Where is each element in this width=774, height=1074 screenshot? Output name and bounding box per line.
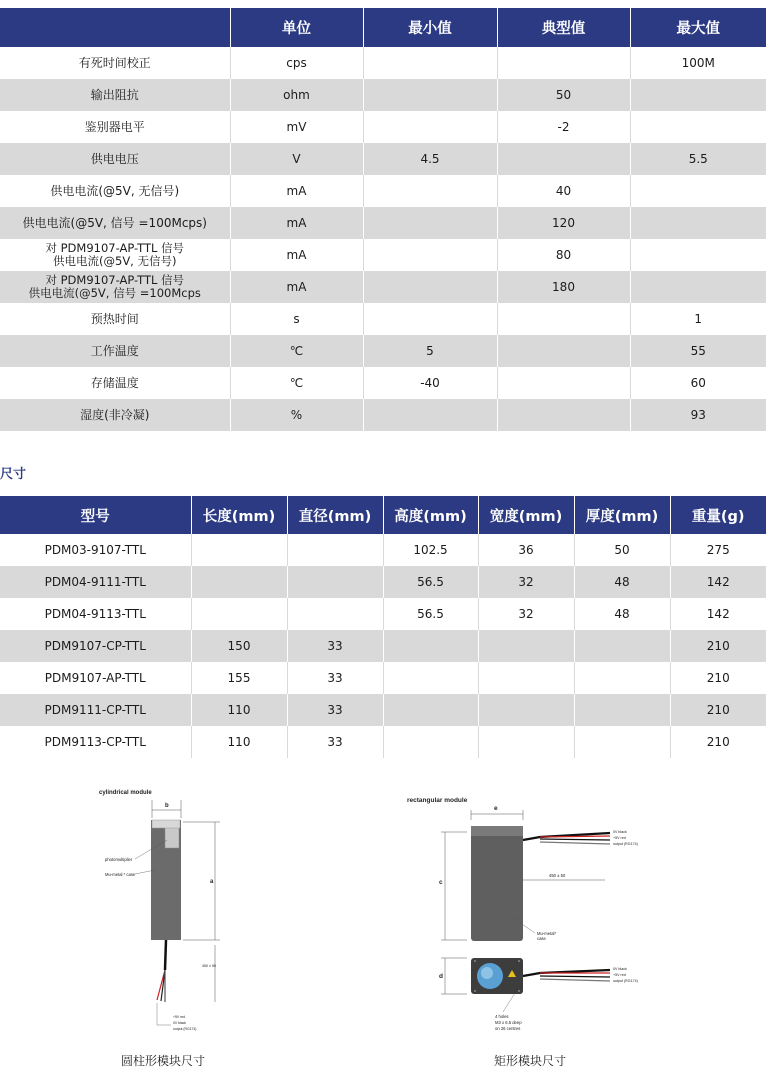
rect-wire-black: 0V black xyxy=(613,830,627,834)
spec-header-min: 最小值 xyxy=(363,8,497,47)
dim-length: 110 xyxy=(191,694,287,726)
dim-width xyxy=(478,694,574,726)
rect-wire-output-2: output (RG174) xyxy=(613,979,638,983)
dimensions-table xyxy=(0,496,766,758)
spec-min: -40 xyxy=(363,367,497,399)
spec-unit: mA xyxy=(230,271,363,303)
dim-thickness: 48 xyxy=(574,566,670,598)
spec-unit: mV xyxy=(230,111,363,143)
spec-max xyxy=(630,175,766,207)
spec-max: 1 xyxy=(630,303,766,335)
spec-min xyxy=(363,47,497,79)
dim-length xyxy=(191,534,287,566)
dim-width xyxy=(478,630,574,662)
dim-width: 32 xyxy=(478,566,574,598)
spec-unit: V xyxy=(230,143,363,175)
spec-unit: s xyxy=(230,303,363,335)
dim-header-width: 宽度(mm) xyxy=(478,496,574,534)
rect-label-case: Mu-metal* xyxy=(537,931,557,936)
table-row xyxy=(0,175,766,207)
dim-diameter: 33 xyxy=(287,662,383,694)
spec-min xyxy=(363,239,497,271)
spec-min xyxy=(363,303,497,335)
dim-model: PDM04-9113-TTL xyxy=(0,598,191,630)
dim-width: 36 xyxy=(478,534,574,566)
spec-param: 有死时间校正 xyxy=(0,47,230,79)
dim-length xyxy=(191,598,287,630)
table-row xyxy=(0,79,766,111)
dim-weight: 210 xyxy=(670,726,766,758)
spec-max xyxy=(630,271,766,303)
spec-header-max: 最大值 xyxy=(630,8,766,47)
spec-typ: 120 xyxy=(497,207,630,239)
dim-height: 102.5 xyxy=(383,534,478,566)
table-row xyxy=(0,143,766,175)
spec-unit: ℃ xyxy=(230,367,363,399)
dim-model: PDM04-9111-TTL xyxy=(0,566,191,598)
table-row xyxy=(0,630,766,662)
dim-weight: 142 xyxy=(670,566,766,598)
spec-param-line1: 对 PDM9107-AP-TTL 信号 xyxy=(45,273,185,287)
rect-wire-red-2: +5V red xyxy=(613,973,626,977)
dim-width xyxy=(478,726,574,758)
dim-model: PDM9111-CP-TTL xyxy=(0,694,191,726)
dim-height xyxy=(383,726,478,758)
dim-model: PDM9107-CP-TTL xyxy=(0,630,191,662)
spec-param: 输出阻抗 xyxy=(0,79,230,111)
spec-min: 5 xyxy=(363,335,497,367)
spec-typ: -2 xyxy=(497,111,630,143)
spec-header-unit: 单位 xyxy=(230,8,363,47)
spec-max xyxy=(630,239,766,271)
dim-header-height: 高度(mm) xyxy=(383,496,478,534)
dim-thickness xyxy=(574,726,670,758)
table-row xyxy=(0,207,766,239)
dim-header-weight: 重量(g) xyxy=(670,496,766,534)
rect-wire-red: +5V red xyxy=(613,836,626,840)
dim-width: 32 xyxy=(478,598,574,630)
table-row xyxy=(0,239,766,271)
spec-param-multiline xyxy=(0,271,230,303)
dim-diameter: 33 xyxy=(287,694,383,726)
dim-diameter: 33 xyxy=(287,726,383,758)
table-row xyxy=(0,534,766,566)
rect-wire-output: output (RG174) xyxy=(613,842,638,846)
table-row xyxy=(0,566,766,598)
dim-height xyxy=(383,630,478,662)
dim-weight: 142 xyxy=(670,598,766,630)
spec-min xyxy=(363,271,497,303)
cyl-label-pmt: photomultiplier xyxy=(105,857,133,862)
rect-cable-length: 450 ± 50 xyxy=(549,873,566,878)
spec-typ xyxy=(497,143,630,175)
spec-unit: % xyxy=(230,399,363,431)
spec-unit: cps xyxy=(230,47,363,79)
spec-param: 存储温度 xyxy=(0,367,230,399)
spec-unit: ℃ xyxy=(230,335,363,367)
dim-header-diameter: 直径(mm) xyxy=(287,496,383,534)
rect-holes-line2: M3 x 6.5 deep xyxy=(495,1020,522,1025)
dim-diameter xyxy=(287,566,383,598)
cyl-wire-output: output (RG174) xyxy=(173,1027,197,1031)
spec-param-line2: 供电电流(@5V, 无信号) xyxy=(53,254,177,268)
spec-typ: 180 xyxy=(497,271,630,303)
rectangular-caption: 矩形模块尺寸 xyxy=(494,1054,567,1068)
spec-unit: ohm xyxy=(230,79,363,111)
spec-param: 供电电流(@5V, 信号 =100Mcps) xyxy=(0,207,230,239)
dim-height: 56.5 xyxy=(383,598,478,630)
section-title: 尺寸 xyxy=(0,467,27,482)
table-row xyxy=(0,367,766,399)
table-row xyxy=(0,662,766,694)
spec-unit: mA xyxy=(230,239,363,271)
rect-dim-c: c xyxy=(439,879,443,886)
dim-length: 150 xyxy=(191,630,287,662)
table-row xyxy=(0,303,766,335)
spec-param: 供电电流(@5V, 无信号) xyxy=(0,175,230,207)
spec-typ xyxy=(497,335,630,367)
cyl-cable-length: 450 ± 50 xyxy=(202,964,216,968)
dim-weight: 210 xyxy=(670,694,766,726)
spec-typ: 50 xyxy=(497,79,630,111)
dim-length xyxy=(191,566,287,598)
spec-typ xyxy=(497,303,630,335)
cylindrical-caption: 圆柱形模块尺寸 xyxy=(121,1054,206,1068)
cyl-dim-a: a xyxy=(210,879,214,885)
spec-max: 5.5 xyxy=(630,143,766,175)
spec-param-multiline xyxy=(0,239,230,271)
rect-title: rectangular module xyxy=(407,797,468,804)
cyl-wire-red: +5V red xyxy=(173,1015,185,1019)
dim-diameter xyxy=(287,598,383,630)
cylindrical-module-drawing xyxy=(85,785,245,1040)
spec-max xyxy=(630,79,766,111)
spec-typ xyxy=(497,367,630,399)
rect-wire-black-2: 0V black xyxy=(613,967,627,971)
spec-param: 供电电压 xyxy=(0,143,230,175)
dim-model: PDM9107-AP-TTL xyxy=(0,662,191,694)
table-row xyxy=(0,694,766,726)
dim-length: 155 xyxy=(191,662,287,694)
dim-header-thickness: 厚度(mm) xyxy=(574,496,670,534)
dim-thickness xyxy=(574,630,670,662)
table-row xyxy=(0,335,766,367)
spec-typ: 80 xyxy=(497,239,630,271)
cyl-title: cylindrical module xyxy=(99,790,152,796)
spec-min xyxy=(363,111,497,143)
table-row xyxy=(0,111,766,143)
dim-height xyxy=(383,694,478,726)
rect-label-case2: case xyxy=(537,936,546,941)
dim-thickness xyxy=(574,694,670,726)
table-row xyxy=(0,399,766,431)
spec-max: 60 xyxy=(630,367,766,399)
dim-diameter: 33 xyxy=(287,630,383,662)
spec-param: 湿度(非冷凝) xyxy=(0,399,230,431)
spec-min xyxy=(363,79,497,111)
rect-holes-line3: on 26 centres xyxy=(495,1026,521,1031)
spec-param: 鉴别器电平 xyxy=(0,111,230,143)
dim-diameter xyxy=(287,534,383,566)
spec-param-line2: 供电电流(@5V, 信号 =100Mcps xyxy=(28,286,201,300)
dim-model: PDM9113-CP-TTL xyxy=(0,726,191,758)
rectangular-module-drawing xyxy=(395,790,655,1045)
spec-unit: mA xyxy=(230,207,363,239)
spec-min xyxy=(363,207,497,239)
spec-unit: mA xyxy=(230,175,363,207)
spec-typ xyxy=(497,399,630,431)
dim-header-row xyxy=(0,496,766,534)
spec-header-param xyxy=(0,8,230,47)
dim-header-length: 长度(mm) xyxy=(191,496,287,534)
spec-min: 4.5 xyxy=(363,143,497,175)
table-row xyxy=(0,47,766,79)
dim-height xyxy=(383,662,478,694)
rect-dim-d: d xyxy=(439,973,443,980)
dim-width xyxy=(478,662,574,694)
spec-min xyxy=(363,399,497,431)
spec-param: 预热时间 xyxy=(0,303,230,335)
dim-thickness xyxy=(574,662,670,694)
spec-header-row xyxy=(0,8,766,47)
cyl-dim-b: b xyxy=(165,803,169,809)
table-row xyxy=(0,726,766,758)
spec-typ xyxy=(497,47,630,79)
cyl-wire-black: 0V black xyxy=(173,1021,187,1025)
spec-max: 55 xyxy=(630,335,766,367)
spec-param-line1: 对 PDM9107-AP-TTL 信号 xyxy=(45,241,185,255)
spec-table xyxy=(0,8,766,431)
spec-min xyxy=(363,175,497,207)
dim-weight: 275 xyxy=(670,534,766,566)
rect-body xyxy=(471,826,523,941)
spec-max: 100M xyxy=(630,47,766,79)
spec-typ: 40 xyxy=(497,175,630,207)
table-row xyxy=(0,598,766,630)
spec-max xyxy=(630,111,766,143)
rect-holes-line1: 4 holes xyxy=(495,1014,509,1019)
cyl-label-case: Mu-metal * case xyxy=(105,872,136,877)
dim-weight: 210 xyxy=(670,662,766,694)
spec-max xyxy=(630,207,766,239)
dim-header-model: 型号 xyxy=(0,496,191,534)
dim-height: 56.5 xyxy=(383,566,478,598)
spec-header-typ: 典型值 xyxy=(497,8,630,47)
dim-weight: 210 xyxy=(670,630,766,662)
dim-thickness: 50 xyxy=(574,534,670,566)
dim-thickness: 48 xyxy=(574,598,670,630)
table-row xyxy=(0,271,766,303)
dim-model: PDM03-9107-TTL xyxy=(0,534,191,566)
rect-dim-e: e xyxy=(494,805,498,812)
spec-param: 工作温度 xyxy=(0,335,230,367)
spec-max: 93 xyxy=(630,399,766,431)
dim-length: 110 xyxy=(191,726,287,758)
